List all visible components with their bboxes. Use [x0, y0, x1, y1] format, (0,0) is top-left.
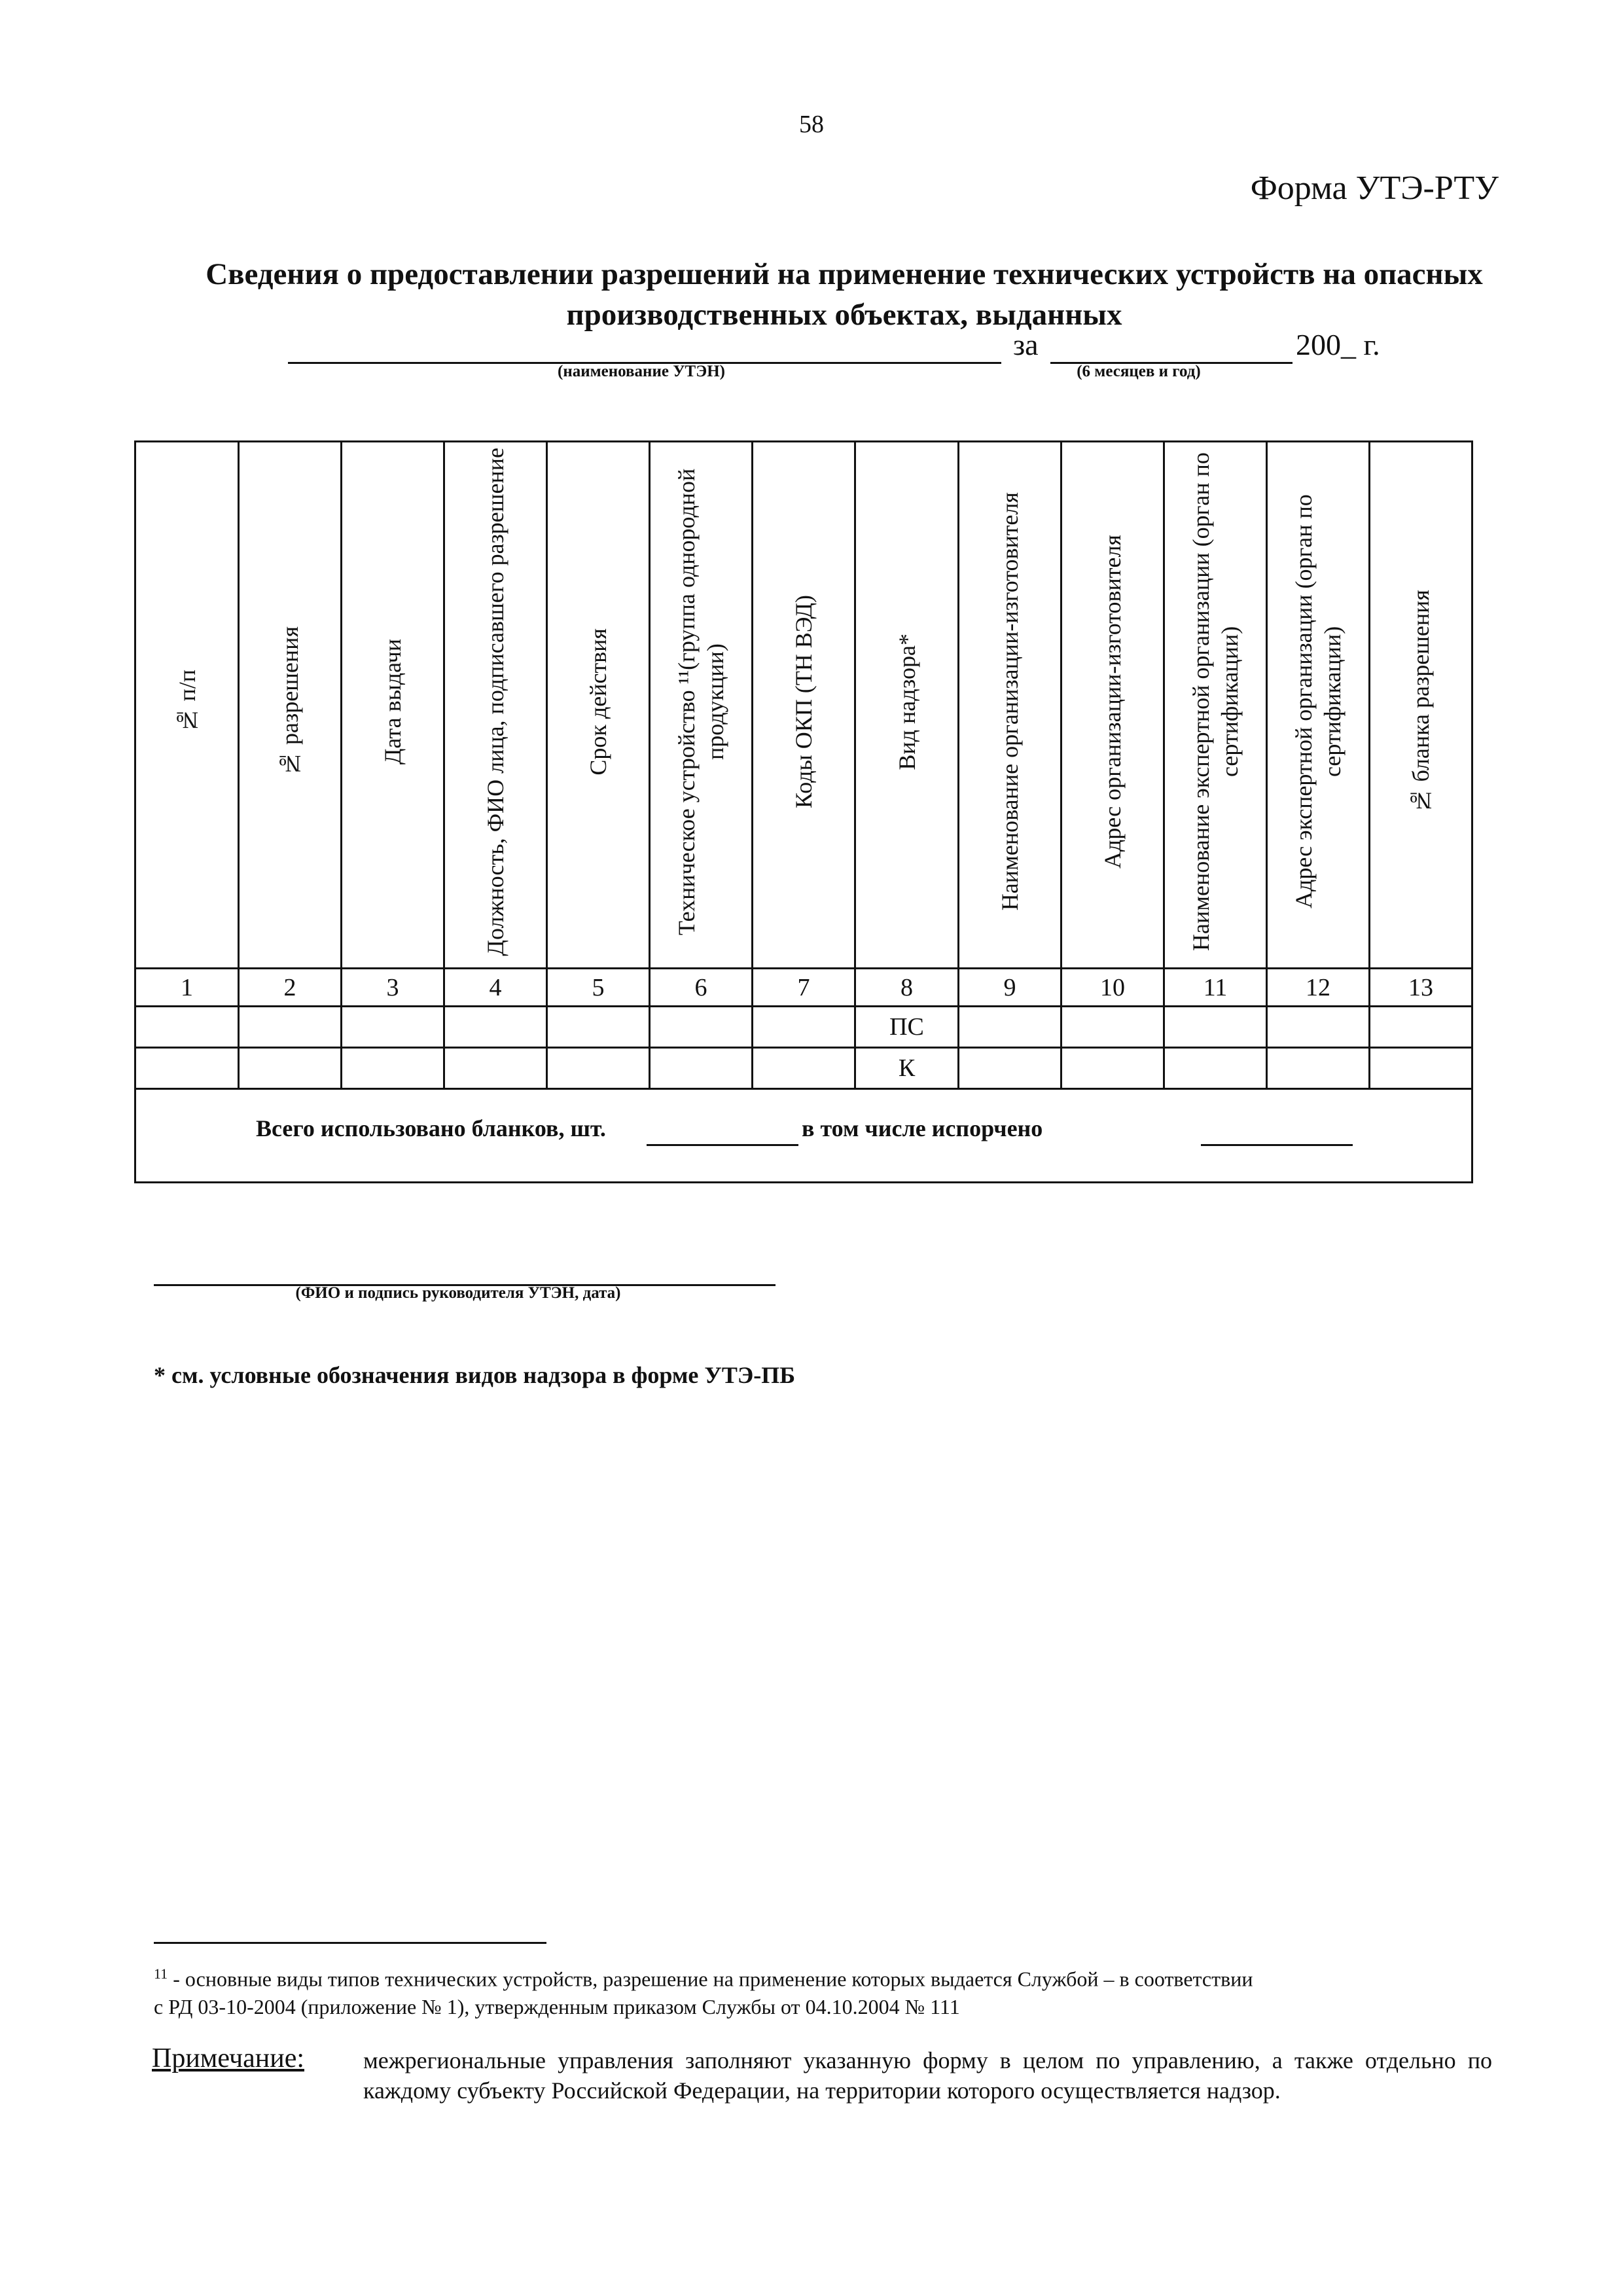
data-cell[interactable]: [135, 1048, 239, 1089]
footnote-line-1: [154, 1960, 1495, 1993]
footnote-text-1: - основные виды типов технических устройств, разрешение на применение которых выдается Службой – в соответствии: [168, 1967, 1253, 1991]
data-cell[interactable]: [959, 1048, 1061, 1089]
header-cell: [239, 442, 342, 969]
header-label: Техническое устройство ¹¹(группа однородной продукции): [673, 468, 728, 935]
period-za: за: [1013, 328, 1039, 361]
supervision-type-k: К: [855, 1048, 959, 1089]
column-number: 5: [547, 969, 650, 1007]
column-number: 2: [239, 969, 342, 1007]
remark-label: Примечание:: [152, 2043, 305, 2073]
period-field[interactable]: [1050, 332, 1293, 364]
header-label: Наименование экспертной организации (орган по сертификации): [1188, 452, 1243, 951]
header-label: № разрешения: [277, 626, 303, 777]
data-cell[interactable]: [1164, 1007, 1267, 1048]
supervision-type-ps: ПС: [855, 1007, 959, 1048]
data-cell[interactable]: [547, 1048, 650, 1089]
data-cell[interactable]: [1370, 1007, 1472, 1048]
header-label: Коды ОКП (ТН ВЭД): [791, 595, 817, 808]
supervision-legend-note: * см. условные обозначения видов надзора в форме УТЭ-ПБ: [154, 1362, 796, 1388]
header-label: Дата выдачи: [380, 638, 406, 765]
column-number: 1: [135, 969, 239, 1007]
header-label: Адрес экспертной организации (орган по сертификации): [1291, 494, 1346, 909]
data-cell[interactable]: [650, 1048, 753, 1089]
blanks-used-field[interactable]: [647, 1115, 798, 1146]
footnote: [154, 1960, 1495, 2020]
totals-spoiled-label: в том числе испорчено: [802, 1115, 1043, 1141]
column-number: 4: [444, 969, 547, 1007]
header-label: № бланка разрешения: [1408, 589, 1434, 814]
header-label: Наименование организации-изготовителя: [997, 492, 1023, 911]
header-cell: [135, 442, 239, 969]
header-cell: [959, 442, 1061, 969]
header-cell: [547, 442, 650, 969]
column-number: 3: [342, 969, 444, 1007]
caption-utэn-name: (наименование УТЭН): [558, 363, 725, 380]
data-cell[interactable]: [753, 1048, 855, 1089]
column-number: 6: [650, 969, 753, 1007]
column-number: 9: [959, 969, 1061, 1007]
header-cell: [342, 442, 444, 969]
data-cell[interactable]: [444, 1007, 547, 1048]
column-number: 11: [1164, 969, 1267, 1007]
document-title: [131, 254, 1558, 335]
header-cell: [1061, 442, 1164, 969]
utэn-name-field[interactable]: [288, 332, 1001, 364]
header-label: Адрес организации-изготовителя: [1099, 534, 1126, 869]
header-cell: [1267, 442, 1370, 969]
table-row-ps: [135, 1007, 1472, 1048]
data-cell[interactable]: [650, 1007, 753, 1048]
header-label: Срок действия: [585, 628, 611, 776]
data-cell[interactable]: [1061, 1007, 1164, 1048]
data-cell[interactable]: [959, 1007, 1061, 1048]
data-cell[interactable]: [135, 1007, 239, 1048]
footnote-separator: [154, 1942, 546, 1944]
column-number: 7: [753, 969, 855, 1007]
signature-caption: (ФИО и подпись руководителя УТЭН, дата): [295, 1284, 621, 1302]
totals-row: [135, 1089, 1472, 1183]
header-cell: [1164, 442, 1267, 969]
header-cell: [1370, 442, 1472, 969]
remark-text: межрегиональные управления заполняют указанную форму в целом по управлению, а также отдельно по каждому субъекту Российской Федерации, на территории которого осуществляется надзор.: [363, 2047, 1492, 2104]
blanks-spoiled-field[interactable]: [1201, 1115, 1353, 1146]
header-label: Должность, ФИО лица, подписавшего разрешение: [482, 447, 508, 956]
data-cell[interactable]: [1061, 1048, 1164, 1089]
column-number: 13: [1370, 969, 1472, 1007]
data-cell[interactable]: [1267, 1007, 1370, 1048]
column-number-row: [135, 969, 1472, 1007]
data-cell[interactable]: [753, 1007, 855, 1048]
data-cell[interactable]: [239, 1048, 342, 1089]
data-cell[interactable]: [342, 1007, 444, 1048]
header-cell: [855, 442, 959, 969]
column-number: 12: [1267, 969, 1370, 1007]
data-cell[interactable]: [547, 1007, 650, 1048]
signature-field[interactable]: [154, 1258, 776, 1286]
caption-period: (6 месяцев и год): [1077, 363, 1201, 380]
header-cell: [753, 442, 855, 969]
column-number: 8: [855, 969, 959, 1007]
header-cell: [444, 442, 547, 969]
data-cell[interactable]: [1267, 1048, 1370, 1089]
header-row: [135, 442, 1472, 969]
footnote-marker: 11: [154, 1965, 168, 1982]
header-label: № п/п: [173, 670, 200, 734]
form-code: Форма УТЭ-РТУ: [1250, 170, 1499, 207]
data-cell[interactable]: [342, 1048, 444, 1089]
data-cell[interactable]: [444, 1048, 547, 1089]
data-cell[interactable]: [1370, 1048, 1472, 1089]
totals-cell: [135, 1089, 1472, 1183]
period-year: 200_ г.: [1296, 328, 1380, 361]
column-number: 10: [1061, 969, 1164, 1007]
footnote-line-2: с РД 03-10-2004 (приложение № 1), утвержденным приказом Службы от 04.10.2004 № 111: [154, 1994, 960, 2018]
data-cell[interactable]: [1164, 1048, 1267, 1089]
header-cell: [650, 442, 753, 969]
totals-used-label: Всего использовано бланков, шт.: [256, 1115, 606, 1141]
title-line-1: Сведения о предоставлении разрешений на применение технических устройств на опасных: [205, 257, 1483, 291]
permits-table: [134, 440, 1473, 1183]
data-cell[interactable]: [239, 1007, 342, 1048]
title-line-2: производственных объектах, выданных: [566, 298, 1122, 332]
page-number: 58: [799, 111, 824, 138]
header-label: Вид надзора*: [893, 633, 920, 770]
table-row-k: [135, 1048, 1472, 1089]
